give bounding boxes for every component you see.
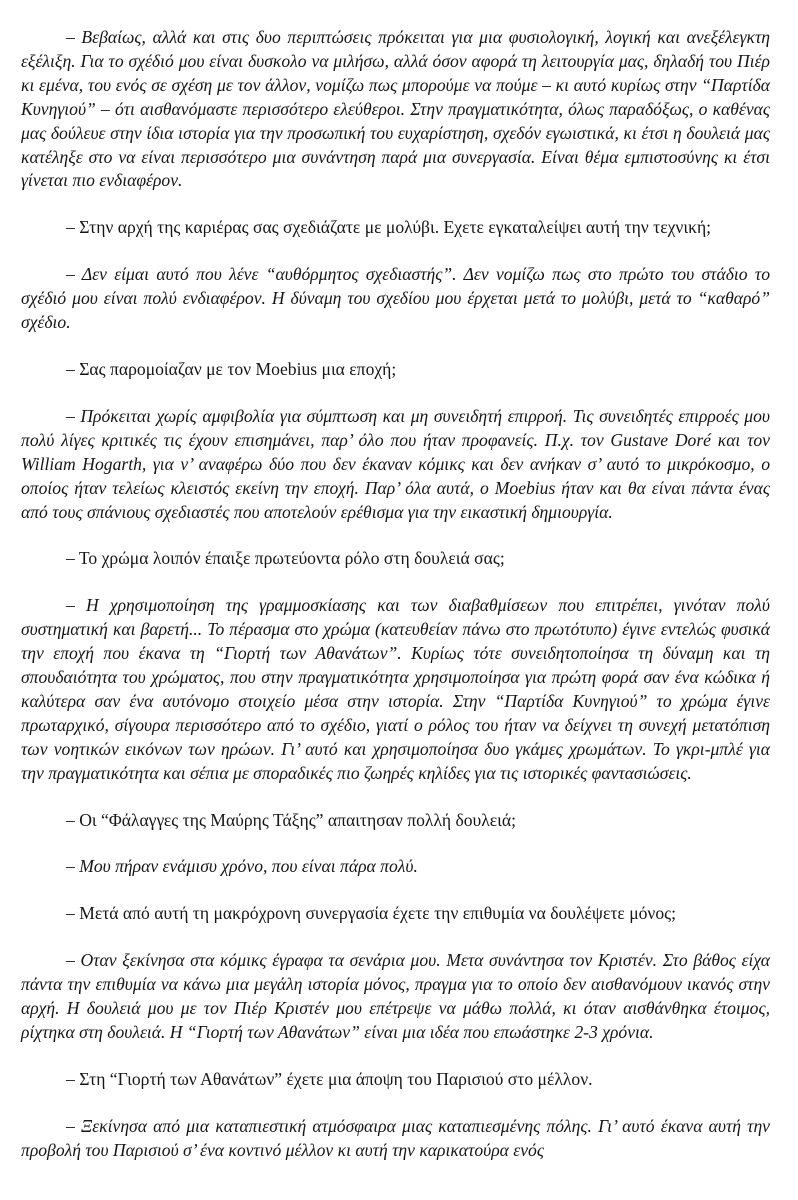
answer-paragraph: – Βεβαίως, αλλά και στις δυο περιπτώσεις πρόκειται για μια φυσιολογική, λογική και ανεξέλεγκτη εξέλιξη. Για το σχέδιό μου είναι δυσκολο να μιλήσω, αλλά όσον αφορά τη λειτουργία μας, δηλαδή του Πιέρ κι εμένα, του ενός σε σχέση με τον άλλον, νομίζω πως μπορούμε να πούμε – κι αυτό κυρίως στην “Παρτίδα Κυνηγιού” – ότι αισθανόμαστε περισσότερο ελεύθεροι. Στην πραγματικότητα, όλως παραδόξως, ο καθένας μας δούλευε στην ίδια ιστορία για την προσωπική του ευχαρίστηση, σχεδόν εγωιστικά, κι έτσι η δουλειά μας κατέληξε στο να είναι περισσότερο μια συνάντηση παρά μια συνεργασία. Είναι θέμα εμπιστοσύνης κι έτσι γίνεται πιο ενδιαφέρον. [21, 27, 770, 191]
answer-paragraph: – Οταν ξεκίνησα στα κόμικς έγραφα τα σενάρια μου. Μετα συνάντησα τον Κριστέν. Στο βάθος είχα πάντα την επιθυμία να κάνω μια μεγάλη ιστορία μόνος, πραγμα για το οποίο δεν αισθανόμουν ικανός στην αρχή. Η δουλειά μου με τον Πιέρ Κριστέν μου επέτρεψε να μάθω πολλά, κι όταν αισθάνθηκα έτοιμος, ρίχτηκα στη δουλειά. Η “Γιορτή των Αθανάτων” είναι μια ιδέα που επωάστηκε 2-3 χρόνια. [21, 950, 770, 1042]
answer-paragraph: – Η χρησιμοποίηση της γραμμοσκίασης και των διαβαθμίσεων που επιτρέπει, γινόταν πολύ συστηματική και βαρετή... Το πέρασμα στο χρώμα (κατευθείαν πάνω στο πρωτότυπο) έγινε εντελώς φυσικά την εποχή που έκανα τη “Γιορτή των Αθανάτων”. Κυρίως τότε συνειδητοποίησα τη δύναμη και τη σπουδαιότητα του χρώματος, που στην πραγματικότητα χρησιμοποίησα για πρώτη φορά σαν ένα κώδικα ή καλύτερα σαν ένα αυτόνομο στοιχείο μέσα στην ιστορία. Στην “Παρτίδα Κυνηγιού” το χρώμα έγινε πρωταρχικό, σίγουρα περισσότερο από το σχέδιο, γιατί ο ρόλος του ήταν να δείχνει τη συνεχή μετατόπιση των νοητικών εικόνων των ηρώων. Γι’ αυτό και χρησιμοποίησα δυο γκάμες χρωμάτων. Το γκρι-μπλέ για την πραγματικότητα και σέπια με σποραδικές πιο ζωηρές κηλίδες για τις ιστορικές φαντασιώσεις. [21, 595, 770, 783]
question-paragraph: – Στη “Γιορτή των Αθανάτων” έχετε μια άποψη του Παρισιού στο μέλλον. [66, 1068, 593, 1089]
question-paragraph: – Το χρώμα λοιπόν έπαιξε πρωτεύοντα ρόλο στη δουλειά σας; [66, 548, 505, 569]
question-paragraph: – Σας παρομοίαζαν με τον Moebius μια εποχή; [66, 358, 397, 379]
answer-paragraph: – Πρόκειται χωρίς αμφιβολία για σύμπτωση και μη συνειδητή επιρροή. Τις συνειδητές επιρροές μου πολύ λίγες κριτικές τις έχουν επισημάνει, παρ’ όλο που ήταν προφανείς. Π.χ. τον Gustave Doré και τον William Hogarth, για ν’ αναφέρω δύο που δεν έκαναν κόμικς και δεν ανήκαν σ’ αυτό το μικρόκοσμο, ο οποίος ήταν τελείως κλειστός εκείνη την εποχή. Παρ’ όλα αυτά, ο Moebius ήταν και θα είναι πάντα ένας από τους σπάνιους σχεδιαστές που αποτελούν ερέθισμα για την εικαστική δημιουργία. [21, 405, 770, 522]
question-paragraph: – Στην αρχή της καριέρας σας σχεδιάζατε με μολύβι. Εχετε εγκαταλείψει αυτή την τεχνική; [66, 217, 712, 238]
answer-paragraph: – Ξεκίνησα από μια καταπιεστική ατμόσφαιρα μιας καταπιεσμένης πόλης. Γι’ αυτό έκανα αυτή την προβολή του Παρισιού σ’ ένα κοντινό μέλλον κι αυτή την καρικατούρα ενός [21, 1115, 770, 1160]
question-paragraph: – Μετά από αυτή τη μακρόχρονη συνεργασία έχετε την επιθυμία να δουλέψετε μόνος; [66, 903, 677, 924]
question-paragraph: – Οι “Φάλαγγες της Μαύρης Τάξης” απαιτησαν πολλή δουλειά; [66, 809, 516, 830]
answer-paragraph: – Δεν είμαι αυτό που λένε “αυθόρμητος σχεδιαστής”. Δεν νομίζω πως στο πρώτο του στάδιο το σχέδιό μου είναι πολύ ενδιαφέρον. Η δύναμη του σχεδίου μου έρχεται μετά το μολύβι, μετά το “καθαρό” σχέδιο. [21, 264, 770, 333]
answer-paragraph: – Μου πήραν ενάμισυ χρόνο, που είναι πάρα πολύ. [66, 856, 418, 877]
